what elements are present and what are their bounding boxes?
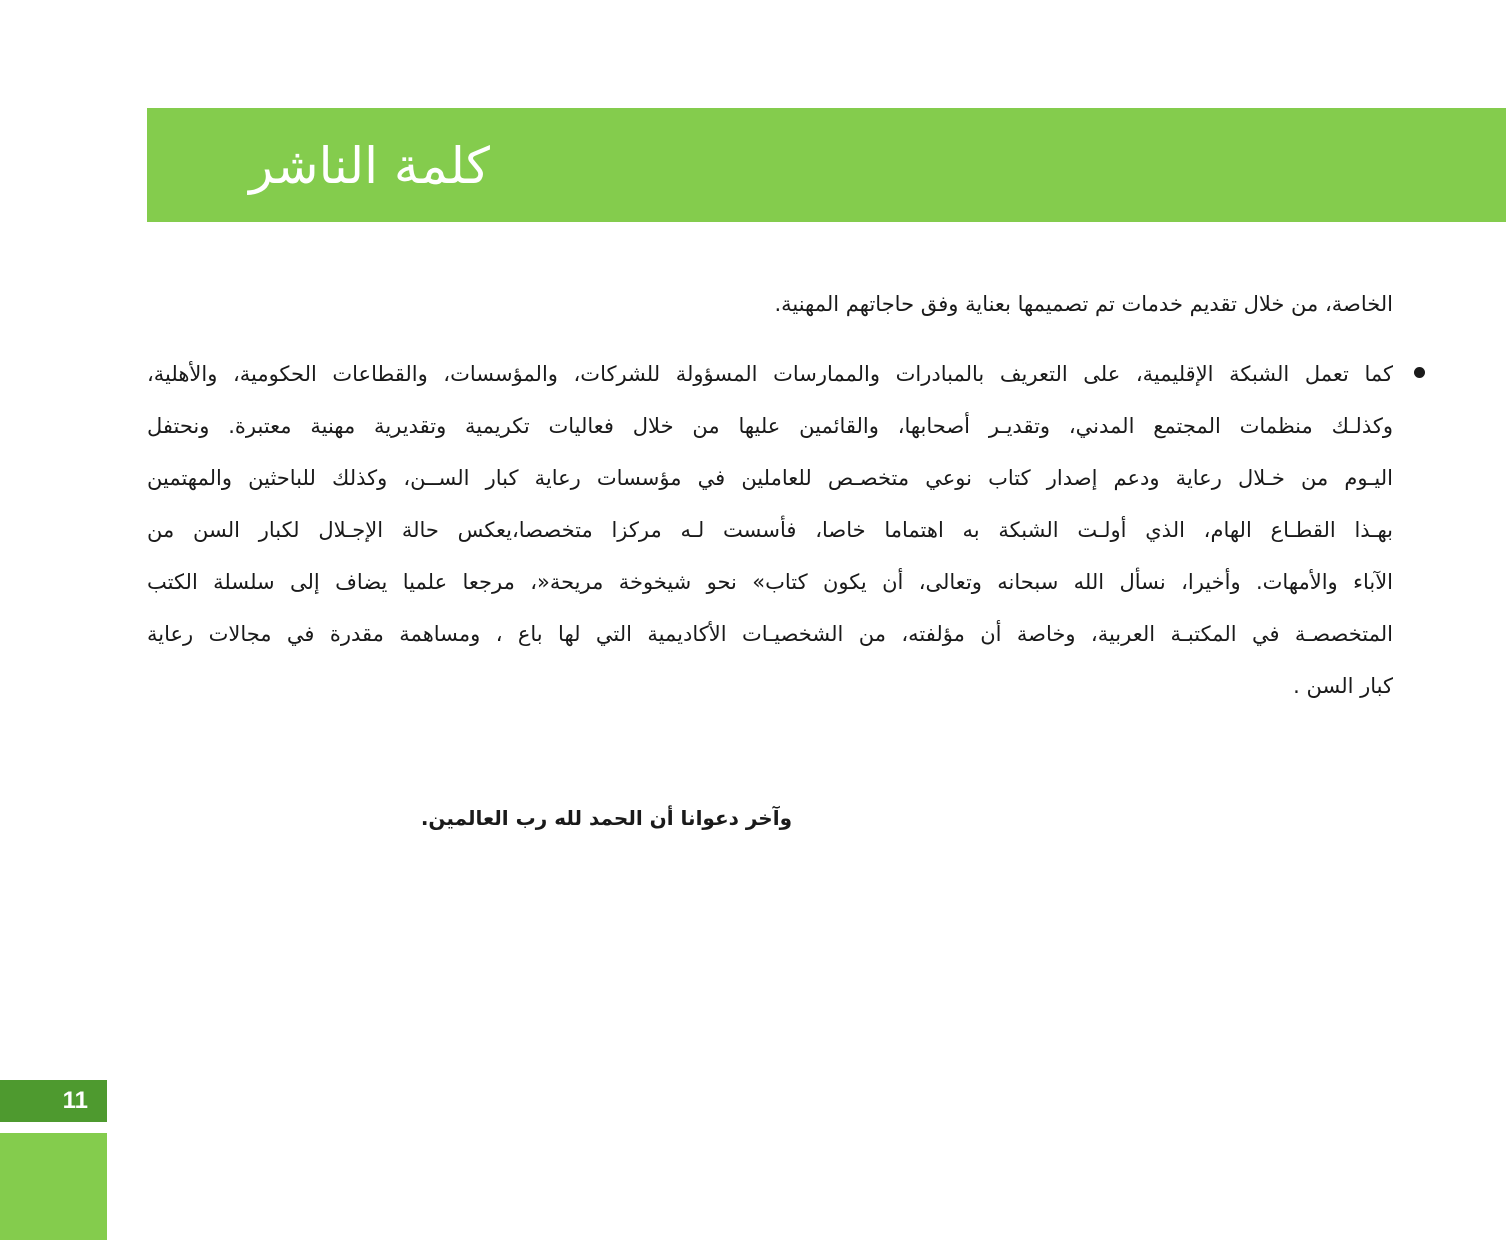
page-number: 11 <box>62 1087 88 1114</box>
page-title: كلمة الناشر <box>249 137 490 195</box>
paragraph-line: الآباء والأمهات. وأخيرا، نسأل الله سبحانه وتعالى، أن يكون كتاب» نحو شيخوخة مريحة«، مرجعا علميا يضاف إلى سلسلة الكتب <box>147 570 1393 594</box>
paragraph-line: كبار السن . <box>1293 674 1393 698</box>
paragraph-line: اليـوم من خـلال رعاية ودعم إصدار كتاب نوعي متخصـص للعاملين في مؤسسات رعاية كبار الســن، وكذلك للباحثين والمهتمين <box>147 466 1393 490</box>
intro-paragraph-line: الخاصة، من خلال تقديم خدمات تم تصميمها بعناية وفق حاجاتهم المهنية. <box>774 292 1393 316</box>
paragraph-line: المتخصصـة في المكتبـة العربية، وخاصة أن مؤلفته، من الشخصيـات الأكاديمية التي لها باع ، ومساهمة مقدرة في مجالات رعاية <box>147 622 1393 646</box>
closing-text: وآخر دعوانا أن الحمد لله رب العالمين. <box>420 806 792 830</box>
paragraph-line: بهـذا القطـاع الهام، الذي أولـت الشبكة به اهتماما خاصا، فأسست لـه مركزا متخصصا،يعكس حالة الإجـلال لكبار السن من <box>147 518 1393 542</box>
footer-band <box>0 1133 107 1240</box>
paragraph-line: كما تعمل الشبكة الإقليمية، على التعريف بالمبادرات والممارسات المسؤولة للشركات، والمؤسسات، والقطاعات الحكومية، والأهلية، <box>147 362 1393 386</box>
bullet-icon <box>1414 367 1425 378</box>
paragraph-line: وكذلـك منظمات المجتمع المدني، وتقديـر أصحابها، والقائمين عليها من خلال فعاليات تكريمية وتقديرية مهنية معتبرة. ونحتفل <box>147 414 1393 438</box>
